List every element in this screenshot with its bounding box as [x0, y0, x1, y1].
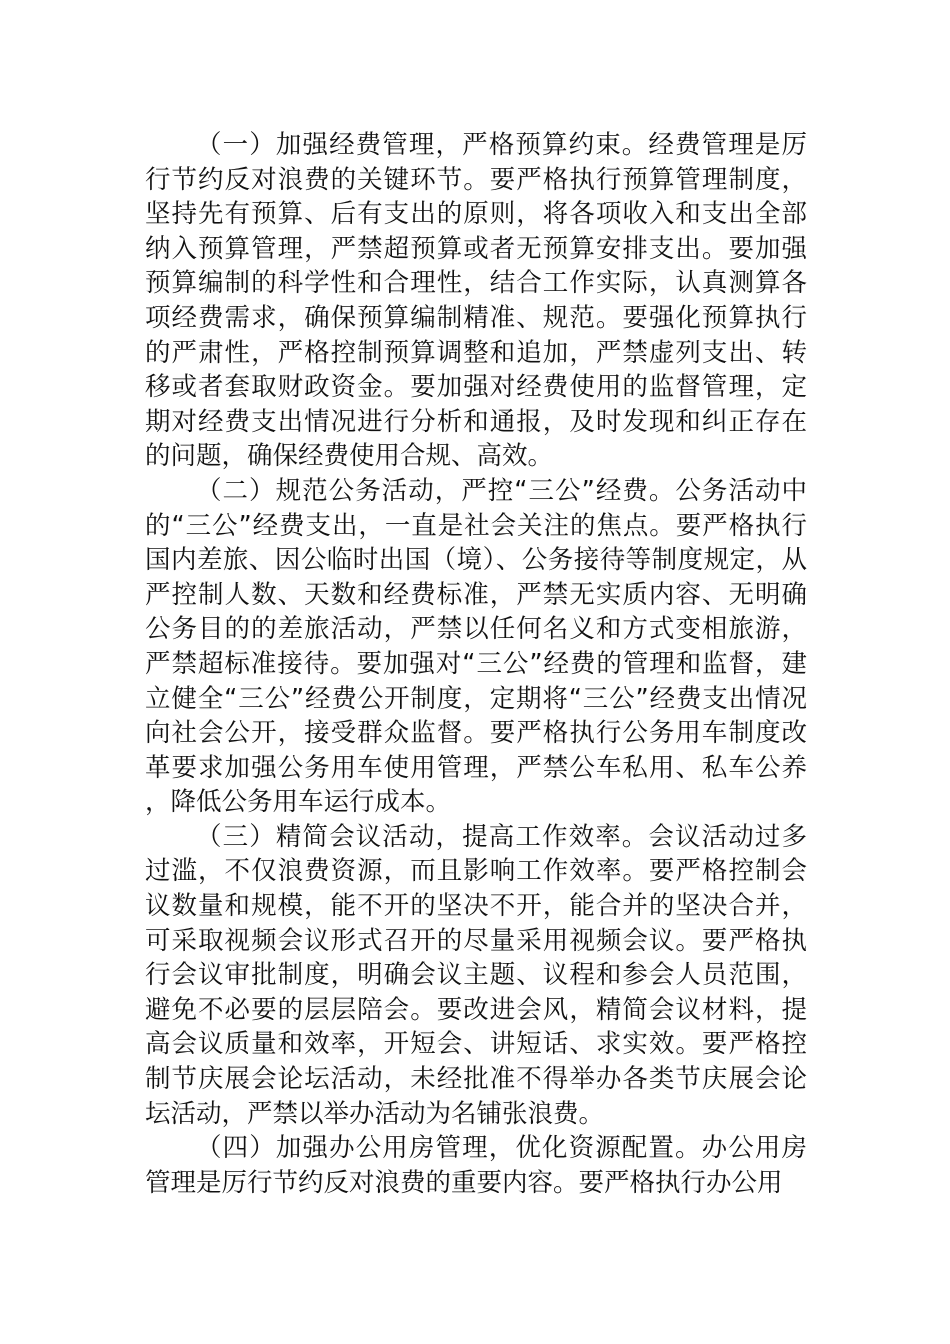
paragraph-2: （二）规范公务活动，严控“三公”经费。公务活动中的“三公”经费支出，一直是社会关注的焦点。要严格执行国内差旅、因公临时出国（境）、公务接待等制度规定，从严控制人数、天数和经费标准，严禁无实质内容、无明确公务目的的差旅活动，严禁以任何名义和方式变相旅游，严禁超标准接待。要加强对“三公”经费的管理和监督，建立健全“三公”经费公开制度，定期将“三公”经费支出情况向社会公开，接受群众监督。要严格执行公务用车制度改革要求加强公务用车使用管理，严禁公车私用、私车公养，降低公务用车运行成本。: [145, 475, 807, 818]
paragraph-3: （三）精简会议活动，提高工作效率。会议活动过多过滥，不仅浪费资源，而且影响工作效率。要严格控制会议数量和规模，能不开的坚决不开，能合并的坚决合并，可采取视频会议形式召开的尽量采用视频会议。要严格执行会议审批制度，明确会议主题、议程和参会人员范围，避免不必要的层层陪会。要改进会风，精简会议材料，提高会议质量和效率，开短会、讲短话、求实效。要严格控制节庆展会论坛活动，未经批准不得举办各类节庆展会论坛活动，严禁以举办活动为名铺张浪费。: [145, 821, 807, 1129]
document-body: [145, 128, 807, 1200]
paragraph-4: （四）加强办公用房管理，优化资源配置。办公用房管理是厉行节约反对浪费的重要内容。要严格执行办公用: [145, 1133, 807, 1198]
paragraph-1: （一）加强经费管理，严格预算约束。经费管理是厉行节约反对浪费的关键环节。要严格执行预算管理制度，坚持先有预算、后有支出的原则，将各项收入和支出全部纳入预算管理，严禁超预算或者无预算安排支出。要加强预算编制的科学性和合理性，结合工作实际，认真测算各项经费需求，确保预算编制精准、规范。要强化预算执行的严肃性，严格控制预算调整和追加，严禁虚列支出、转移或者套取财政资金。要加强对经费使用的监督管理，定期对经费支出情况进行分析和通报，及时发现和纠正存在的问题，确保经费使用合规、高效。: [145, 130, 807, 472]
